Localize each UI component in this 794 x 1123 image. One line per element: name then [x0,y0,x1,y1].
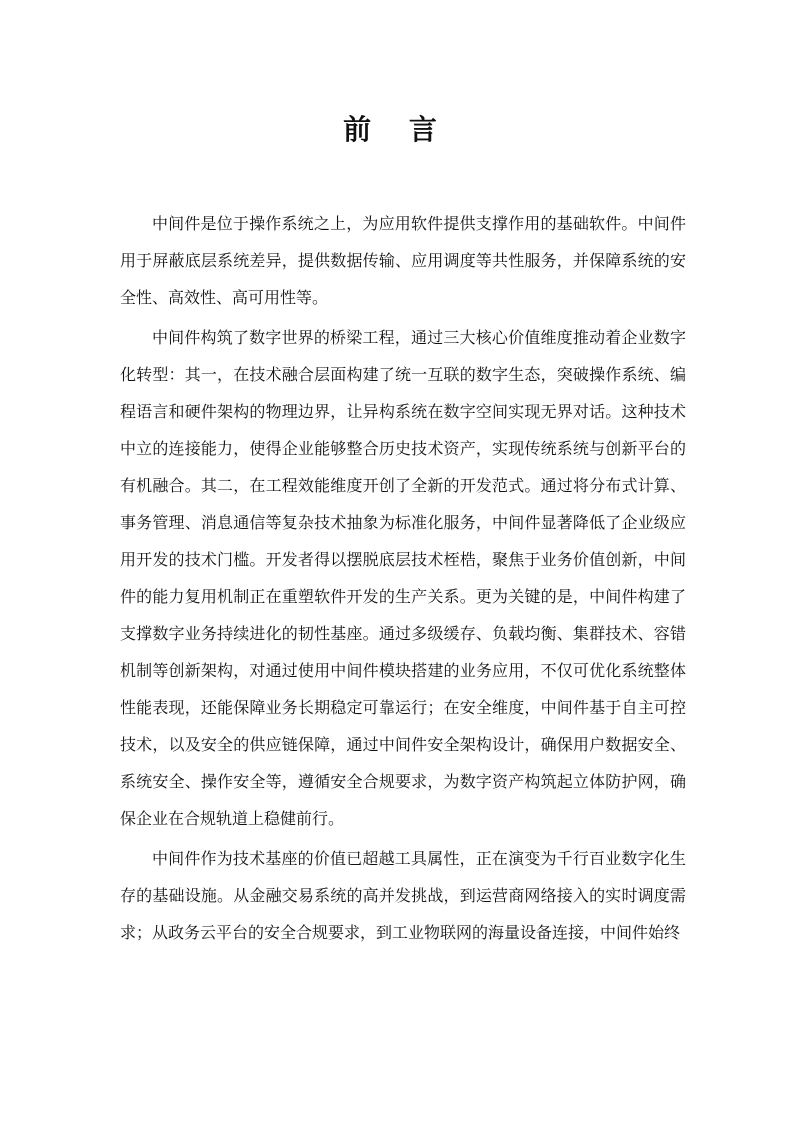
body-text [120,205,686,954]
page-title: 前 言 [343,113,451,146]
paragraph-1: 中间件是位于操作系统之上，为应用软件提供支撑作用的基础软件。中间件用于屏蔽底层系统差异，提供数据传输、应用调度等共性服务，并保障系统的安全性、高效性、高可用性等。 [120,214,686,307]
paragraph-3: 中间件作为技术基座的价值已超越工具属性，正在演变为千行百业数字化生存的基础设施。从金融交易系统的高并发挑战，到运营商网络接入的实时调度需求；从政务云平台的安全合规要求，到工业物联网的海量设备连接，中间件始终 [120,849,686,942]
paragraph-2: 中间件构筑了数字世界的桥梁工程，通过三大核心价值维度推动着企业数字化转型：其一，在技术融合层面构建了统一互联的数字生态，突破操作系统、编程语言和硬件架构的物理边界，让异构系统在数字空间实现无界对话。这种技术中立的连接能力，使得企业能够整合历史技术资产，实现传统系统与创新平台的有机融合。其二，在工程效能维度开创了全新的开发范式。通过将分布式计算、事务管理、消息通信等复杂技术抽象为标准化服务，中间件显著降低了企业级应用开发的技术门槛。开发者得以摆脱底层技术桎梏，聚焦于业务价值创新，中间件的能力复用机制正在重塑软件开发的生产关系。更为关键的是，中间件构建了支撑数字业务持续进化的韧性基座。通过多级缓存、负载均衡、集群技术、容错机制等创新架构，对通过使用中间件模块搭建的业务应用，不仅可优化系统整体性能表现，还能保障业务长期稳定可靠运行；在安全维度，中间件基于自主可控技术，以及安全的供应链保障，通过中间件安全架构设计，确保用户数据安全、系统安全、操作安全等，遵循安全合规要求，为数字资产构筑起立体防护网，确保企业在合规轨道上稳健前行。 [120,328,686,828]
